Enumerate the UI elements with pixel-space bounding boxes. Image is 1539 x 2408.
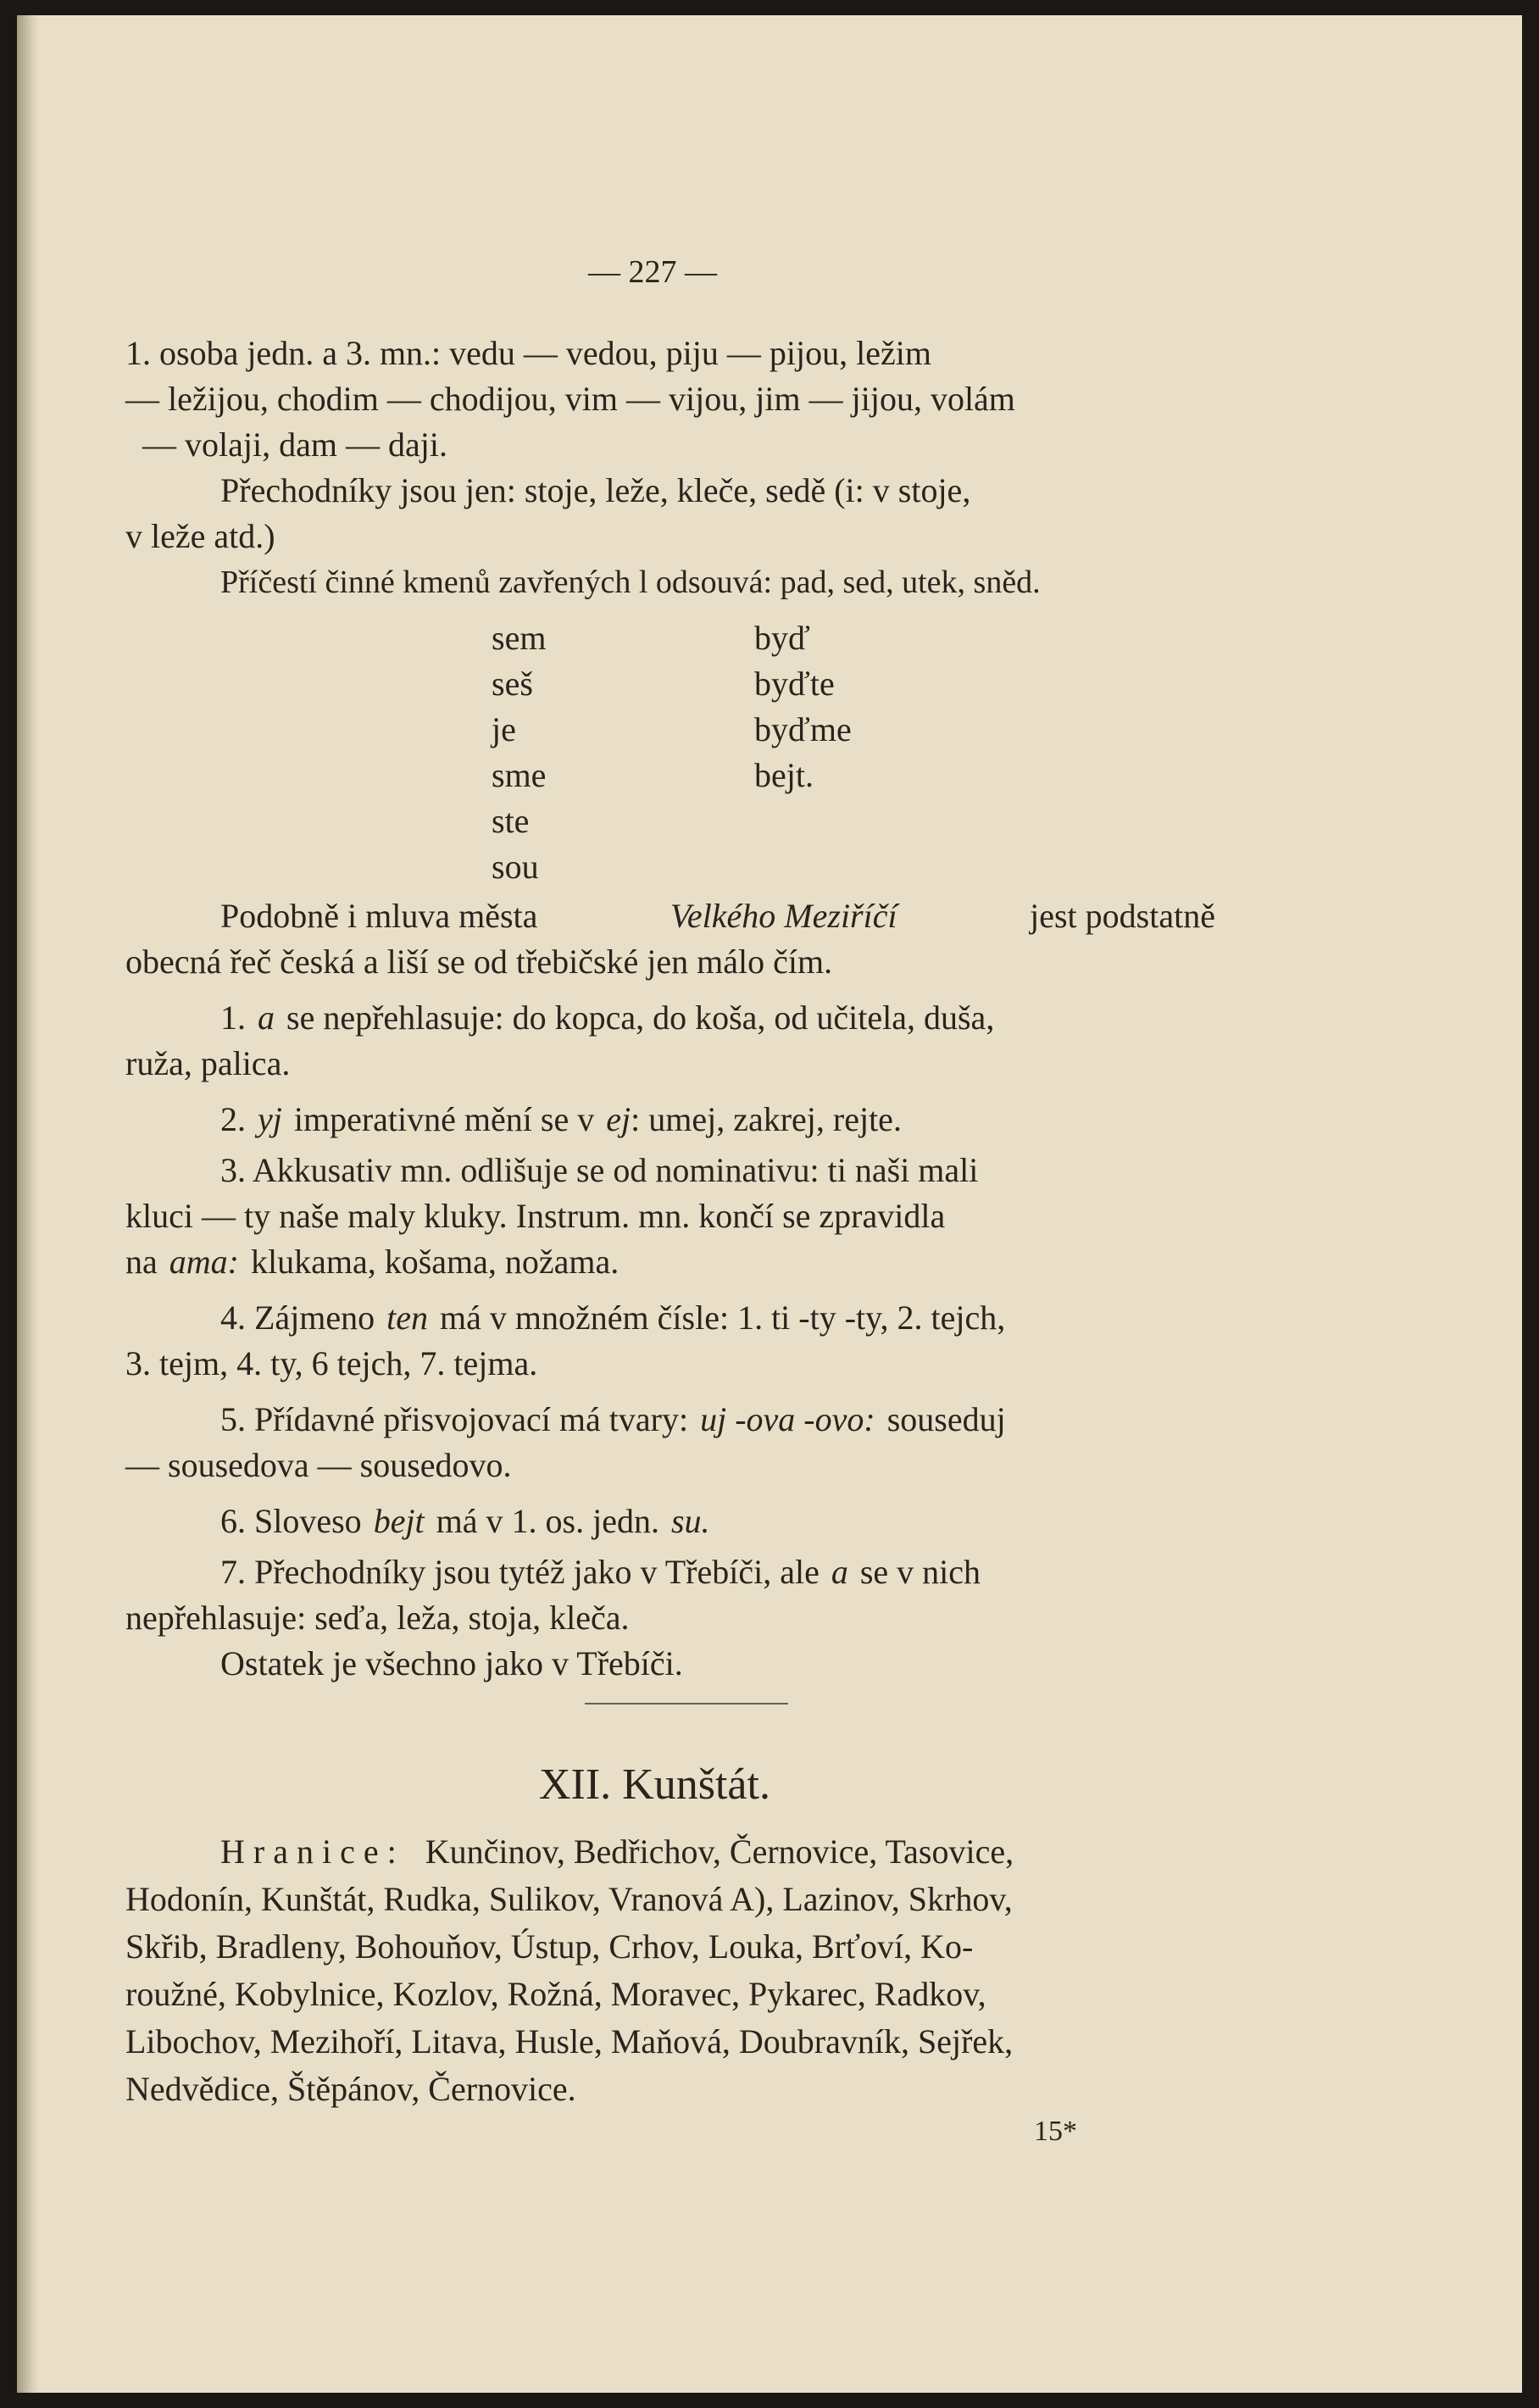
book-page (17, 15, 1522, 2393)
borders-line: Hranice: Kunčinov, Bedřichov, Černovice, Tasovice, (220, 1829, 1014, 1875)
conjugation-present: seš (492, 665, 533, 703)
conjugation-imperative: byďme (754, 710, 852, 748)
text-line: — ležijou, chodim — chodijou, vim — vijou, jim — jijou, volám (125, 380, 1015, 418)
text-line: Příčestí činné kmenů zavřených l odsouvá: pad, sed, utek, sněd. (220, 564, 1041, 600)
rule-6: 6. Sloveso bejt má v 1. os. jedn. su. (220, 1502, 710, 1540)
borders-label: Hranice: (220, 1832, 405, 1871)
page-number: — 227 — (588, 254, 717, 290)
conjugation-imperative: byď (754, 619, 810, 657)
conjugation-present: je (492, 710, 516, 748)
text-line: Hodonín, Kunštát, Rudka, Sulikov, Vranová A), Lazinov, Skrhov, (125, 1880, 1013, 1918)
conjugation-imperative: bejt. (754, 756, 814, 794)
text-line: roužné, Kobylnice, Kozlov, Rožná, Moravec, Pykarec, Radkov, (125, 1975, 986, 2013)
text-line: Libochov, Mezihoří, Litava, Husle, Maňová, Doubravník, Sejřek, (125, 2022, 1014, 2060)
conjugation-imperative: byďte (754, 665, 835, 703)
page-gutter-shadow (17, 15, 39, 2393)
section-heading: XII. Kunštát. (539, 1760, 770, 1809)
text-line: — volaji, dam — daji. (142, 425, 447, 464)
rule-3: 3. Akkusativ mn. odlišuje se od nominativu: ti naši mali (220, 1151, 979, 1189)
text-line: v leže atd.) (125, 517, 275, 555)
section-divider (585, 1703, 788, 1705)
text-line: ruža, palica. (125, 1044, 291, 1082)
rule-5: 5. Přídavné přisvojovací má tvary: uj -ova -ovo: souseduj (220, 1400, 1006, 1438)
text-line: Nedvědice, Štěpánov, Černovice. (125, 2070, 576, 2108)
text-line: Ostatek je všechno jako v Třebíči. (220, 1644, 683, 1682)
signature-mark: 15* (1034, 2116, 1077, 2147)
text-line: Skřib, Bradleny, Bohouňov, Ústup, Crhov, Louka, Brťoví, Ko- (125, 1927, 974, 1966)
text-line: na ama: klukama, košama, nožama. (125, 1243, 619, 1281)
rule-2: 2. yj imperativné mění se v ej: umej, zakrej, rejte. (220, 1100, 902, 1138)
conjugation-present: sem (492, 619, 547, 657)
text-line: obecná řeč česká a liší se od třebičské jen málo čím. (125, 943, 833, 981)
conjugation-present: sme (492, 756, 547, 794)
text-line: nepřehlasuje: seďa, leža, stoja, kleča. (125, 1599, 630, 1637)
text-line: kluci — ty naše maly kluky. Instrum. mn. končí se zpravidla (125, 1197, 946, 1235)
rule-4: 4. Zájmeno ten má v množném čísle: 1. ti -ty -ty, 2. tejch, (220, 1299, 1006, 1337)
rule-7: 7. Přechodníky jsou tytéž jako v Třebíči, ale a se v nich (220, 1553, 981, 1591)
conjugation-present: sou (492, 848, 539, 886)
text-line: 1. osoba jedn. a 3. mn.: vedu — vedou, piju — pijou, ležim (125, 334, 931, 372)
text-line: 3. tejm, 4. ty, 6 tejch, 7. tejma. (125, 1344, 538, 1382)
text-line: Podobně i mluva města Velkého Meziříčí jest podstatně (220, 897, 1215, 935)
text-line: Přechodníky jsou jen: stoje, leže, kleče, sedě (i: v stoje, (220, 471, 971, 509)
text-line: — sousedova — sousedovo. (125, 1446, 512, 1484)
rule-1: 1. a se nepřehlasuje: do kopca, do koša, od učitela, duša, (220, 998, 995, 1037)
conjugation-present: ste (492, 802, 530, 840)
